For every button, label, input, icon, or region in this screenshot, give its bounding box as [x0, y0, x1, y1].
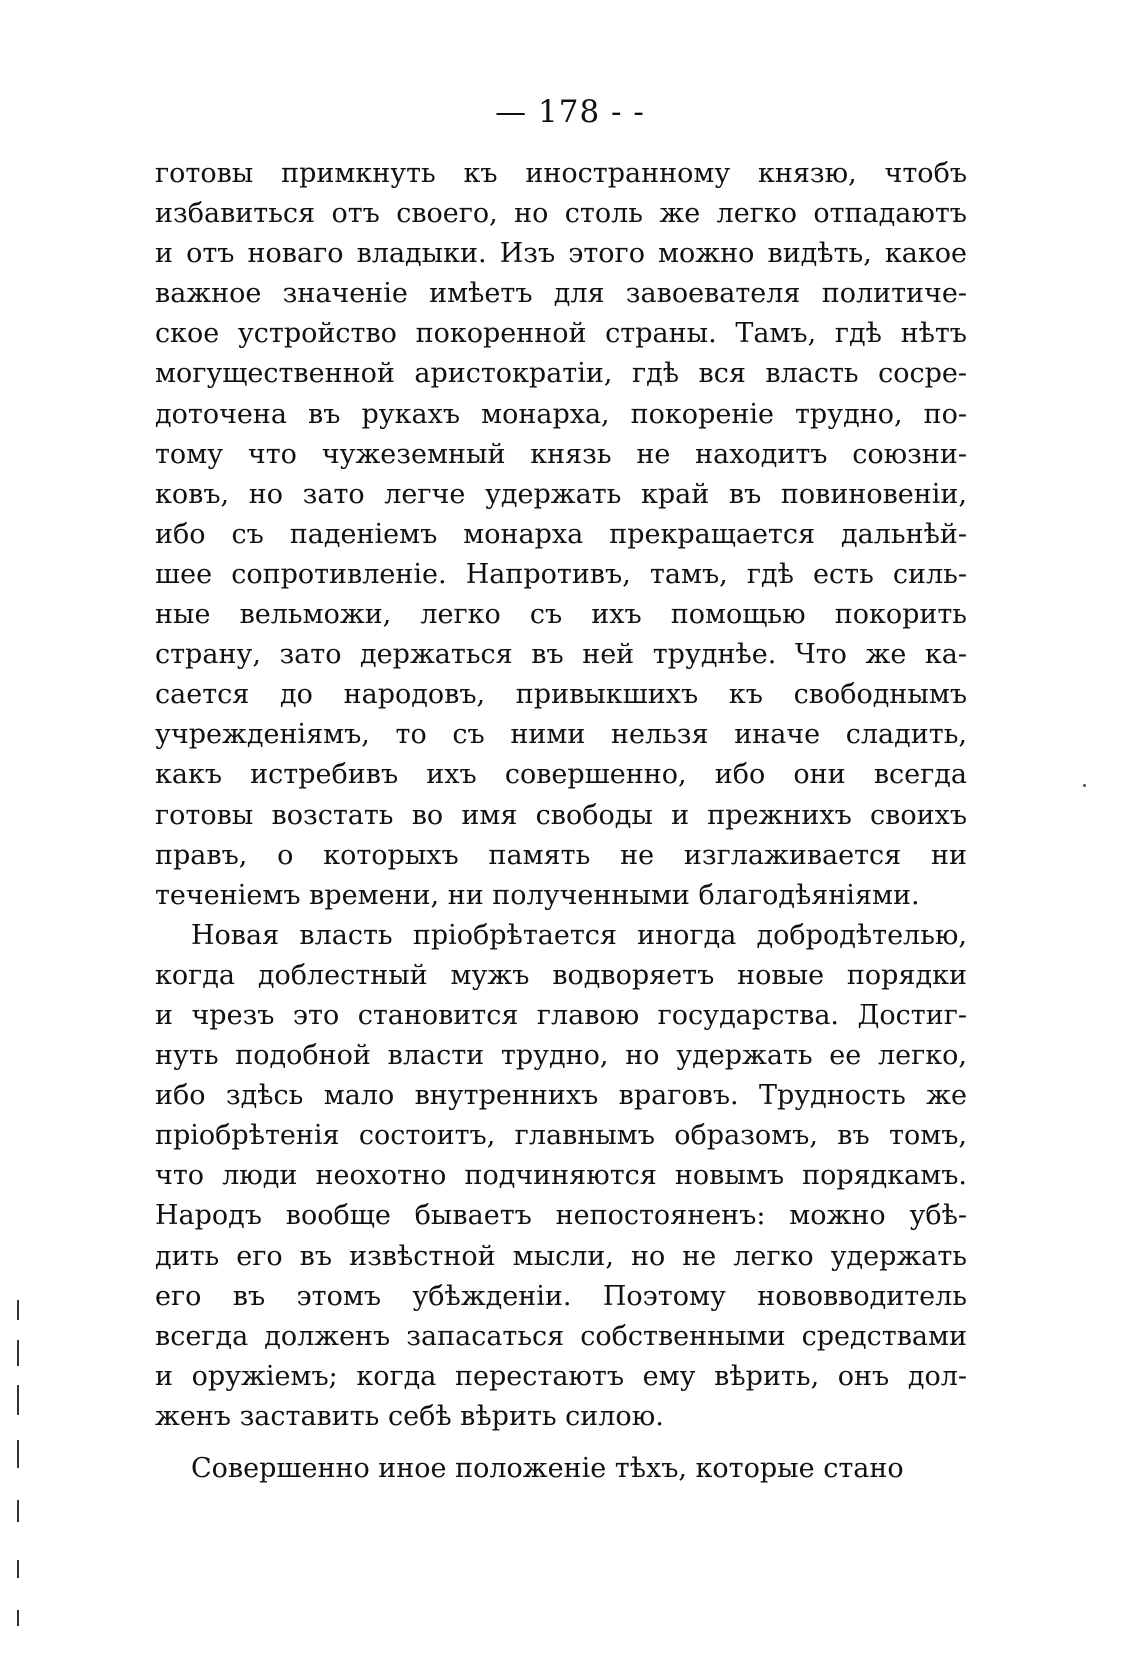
text-line: дить его въ извѣстной мысли, но не легко удержать	[155, 1240, 967, 1272]
scan-margin-mark	[17, 1560, 19, 1578]
text-line: ское устройство покоренной страны. Тамъ, гдѣ нѣтъ	[155, 318, 967, 350]
text-line: могущественной аристократiи, гдѣ вся власть сосре-	[155, 358, 967, 390]
paragraph	[155, 1449, 967, 1489]
text-line: Новая власть прiобрѣтается иногда добродѣтелью,	[191, 919, 967, 951]
paragraph	[155, 154, 967, 916]
text-line: всегда долженъ запасаться собственными средствами	[155, 1320, 967, 1352]
text-line: правъ, о которыхъ память не изглаживается ни	[155, 839, 967, 871]
text-line: сается до народовъ, привыкшихъ къ свободнымъ	[155, 679, 967, 711]
text-line: и чрезъ это становится главою государства. Достиг-	[155, 999, 967, 1031]
text-line: тому что чужеземный князь не находитъ союзни-	[155, 438, 967, 470]
text-line: ные вельможи, легко съ ихъ помощью покорить	[155, 599, 967, 631]
scan-margin-mark	[17, 1500, 19, 1522]
scan-margin-mark	[17, 1440, 19, 1468]
text-line: ибо здѣсь мало внутреннихъ враговъ. Трудность же	[155, 1080, 967, 1112]
text-line: и оружiемъ; когда перестаютъ ему вѣрить, онъ дол-	[155, 1360, 967, 1392]
text-line: важное значенiе имѣетъ для завоевателя политиче-	[155, 278, 967, 310]
text-line: ковъ, но зато легче удержать край въ повиновенiи,	[155, 478, 967, 510]
scan-margin-mark	[17, 1300, 19, 1320]
text-line: женъ заставить себѣ вѣрить силою.	[155, 1400, 664, 1432]
text-line: учрежденiямъ, то съ ними нельзя иначе сладить,	[155, 719, 967, 751]
text-line: какъ истребивъ ихъ совершенно, ибо они всегда	[155, 759, 967, 791]
text-line: готовы возстать во имя свободы и прежнихъ своихъ	[155, 799, 967, 831]
text-line: Народъ вообще бываетъ непостояненъ: можно убѣ-	[155, 1200, 967, 1232]
text-line: ибо съ паденiемъ монарха прекращается дальнѣй-	[155, 518, 967, 550]
text-line: страну, зато держаться въ ней труднѣе. Что же ка-	[155, 639, 967, 671]
text-line: нуть подобной власти трудно, но удержать ее легко,	[155, 1040, 967, 1072]
paragraph	[155, 916, 967, 1437]
text-line: когда доблестный мужъ водворяетъ новые порядки	[155, 959, 967, 991]
page-number: — 178 - -	[495, 94, 645, 130]
text-line: Совершенно иное положенiе тѣхъ, которые стано	[191, 1453, 904, 1484]
text-line: готовы примкнуть къ иностранному князю, чтобъ	[155, 158, 967, 189]
scan-margin-mark	[17, 1385, 19, 1415]
scan-speck	[1083, 784, 1086, 787]
text-line: избавиться отъ своего, но столь же легко отпадаютъ	[155, 198, 967, 230]
text-line: прiобрѣтенiя состоитъ, главнымъ образомъ, въ томъ,	[155, 1120, 967, 1152]
text-line: его въ этомъ убѣжденiи. Поэтому нововводитель	[155, 1280, 967, 1312]
text-line: что люди неохотно подчиняются новымъ порядкамъ.	[155, 1160, 967, 1192]
scan-margin-mark	[17, 1340, 19, 1366]
text-line: доточена въ рукахъ монарха, покоренiе трудно, по-	[155, 398, 967, 430]
text-line: шее сопротивленiе. Напротивъ, тамъ, гдѣ есть силь-	[155, 558, 967, 590]
scan-margin-mark	[17, 1610, 19, 1626]
text-line: и отъ новаго владыки. Изъ этого можно видѣть, какое	[155, 238, 967, 270]
paragraph-gap	[155, 1437, 967, 1449]
text-line: теченiемъ времени, ни полученными благодѣянiями.	[155, 879, 920, 911]
body-text	[155, 154, 967, 1489]
